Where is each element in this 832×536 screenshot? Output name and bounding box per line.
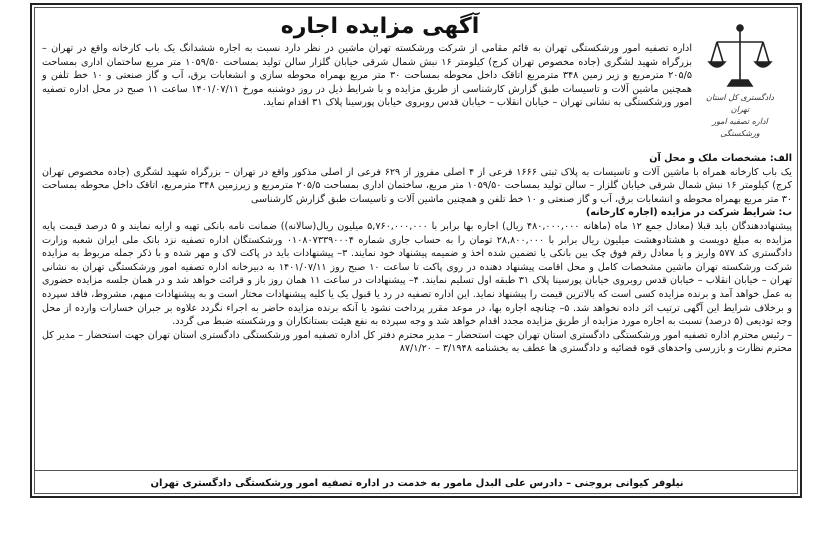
- section-a-heading: الف: مشخصات ملک و محل آن: [649, 153, 792, 164]
- recipients-text: – رئیس محترم اداره تصفیه امور ورشکستگی دادگستری استان تهران جهت استحضار – مدیر محترم دفتر کل اداره تصفیه امور ورشکستگی دادگستری استان تهران جهت استحضار – مدیر کل محترم نظارت و بازرسی واحدهای قوه قضائیه و دادگستری ها عطف به بخشنامه ۳/۱۹۴۸ – ۸۷/۱/۲۰: [42, 329, 792, 355]
- intro-text: اداره تصفیه امور ورشکستگی تهران به قائم مقامی از شرکت ورشکسته تهران ماشین در نظر دارد نسبت به اجاره ششدانگ یک باب کارخانه واقع در تهران – بزرگراه شهید لشگری (جاده مخصوص تهران کرج) کیلومتر ۱۶ نبش شمال شرقی خیابان گلزار سالن تولید بمساحت ۱۰۵۹/۵۰ متر مربع ساختمان اداری بمساحت ۲۰۵/۵ مترمربع و زیر زمین ۳۴۸ مترمربع اتاقک داخل محوطه بمساحت ۳۰ متر مربع بهمراه محوطه سازی و انشعابات برق، آب و گاز صنعتی و ۱۰ خط تلفن و همچنین ماشین آلات و تاسیسات طبق گزارش کارشناسی از طریق مزایده و با شرایط ذیل در روز دوشنبه مورخ ۱۴۰۱/۰۷/۱۱ ساعت ۱۱ صبح در محل اداره تصفیه امور ورشکستگی به نشانی تهران – خیابان انقلاب – خیابان قدس روبروی خیابان پورسینا پلاک ۳۱ اقدام نماید.: [42, 43, 693, 109]
- organization-caption-line1: دادگستری کل استان تهران: [706, 93, 774, 114]
- organization-caption: [696, 92, 784, 140]
- section-b-heading: ب: شرایط شرکت در مزایده (اجاره کارخانه): [585, 207, 792, 219]
- section-a-text: یک باب کارخانه همراه با ماشین آلات و تاسیسات به پلاک ثبتی ۱۶۶۶ فرعی از ۴ اصلی مفروز از ۶۲۹ فرعی از اصلی مذکور واقع در تهران – بزرگراه شهید لشگری (جاده مخصوص تهران کرج) کیلومتر ۱۶ نبش شمال شرقی خیابان گلزار – سالن تولید بمساحت ۱۰۵۹/۵۰ متر مربع، ساختمان اداری بمساحت ۲۰۵/۵ مترمربع و زیرزمین ۳۴۸ مترمربع، اتاقک داخل محوطه بمساحت ۳۰ متر مربع بهمراه محوطه و انشعابات برق، آب و گاز صنعتی و ۱۰ خط تلفن و همچنین ماشین آلات و تاسیسات طبق گزارش کارشناسی: [42, 166, 792, 205]
- notice-title: آگهی مزایده اجاره: [280, 14, 480, 39]
- section-b-text: پیشنهاددهندگان باید قبلا (معادل جمع ۱۲ ماه (ماهانه ۴۸۰,۰۰۰,۰۰۰ ریال) اجاره بها برابر با ۵,۷۶۰,۰۰۰,۰۰۰ میلیون ریال(سالانه)) ضمانت نامه بانکی تهیه و ارایه نمایند و ۵ درصد قیمت پایه مزایده به مبلغ دویست و هشتادوهشت میلیون ریال برابر با ۲۸,۸۰۰,۰۰۰ تومان را به حساب جاری شماره ۰۱۰۸۰۷۳۳۹۰۰۰۴ ورشکستگان اداره تصفیه نزد بانک ملی ایران شعبه وزارت دادگستری کد ۵۷۷ واریز و یا معادل رقم فوق چک بین بانکی یا تضمین شده اخذ و ضمیمه پیشنهاد خود نمایند. ۳– پیشنهادات باید در پاکت لاک و مهر شده و با ذکر جمله مربوط به مزایده شرکت ورشکسته تهران ماشین مشخصات کامل و محل اقامت پیشنهاد دهنده در روی پاکت تا ساعت ۱۰ صبح روز ۱۴۰۱/۰۷/۱۱ به دبیرخانه اداره تصفیه امور ورشکستگی تهران به نشانی تهران – خیابان انقلاب – خیابان قدس روبروی خیابان پورسینا پلاک ۳۱ طبقه اول تسلیم نمایند. ۴– پیشنهادات در ساعت ۱۱ همان روز باز و قرائت خواهد شد و در همان جلسه مزایده حضوری به عمل خواهد آمد و برنده مزایده کسی است که بالاترین قیمت را پیشنهاد نماید. این اداره تصفیه در رد یا قبول یک یا کلیه پیشنهادات مختار است و به پیشنهادات مبهم، مشروط، فاقد سپرده و برخلاف شرایط این آگهی ترتیب اثر داده نخواهد شد. ۵– چنانچه اجاره بها، در موعد مقرر پرداخت نشود یا آنکه برنده مزایده حاضر به اجراء نگردد علاوه بر جبران خسارات وارده از محل وجه تودیعی (۵ درصد) نسبت به اجاره مورد مزایده از طریق مزایده مجدد اقدام خواهد شد و وجه سپرده به نفع هیئت بستانکاران و ورشکسته ضبط می گردد.: [42, 220, 793, 328]
- intro-paragraph: [42, 42, 692, 110]
- organization-caption-line2: اداره تصفیه امور ورشکستگی: [712, 117, 768, 138]
- footer-divider: [34, 470, 798, 471]
- main-body: [42, 152, 792, 356]
- signature-footer: نیلوفر کیوانی بروجنی – دادرس علی البدل مامور به خدمت در اداره تصفیه امور ورشکستگی دادگستری تهران: [150, 478, 684, 489]
